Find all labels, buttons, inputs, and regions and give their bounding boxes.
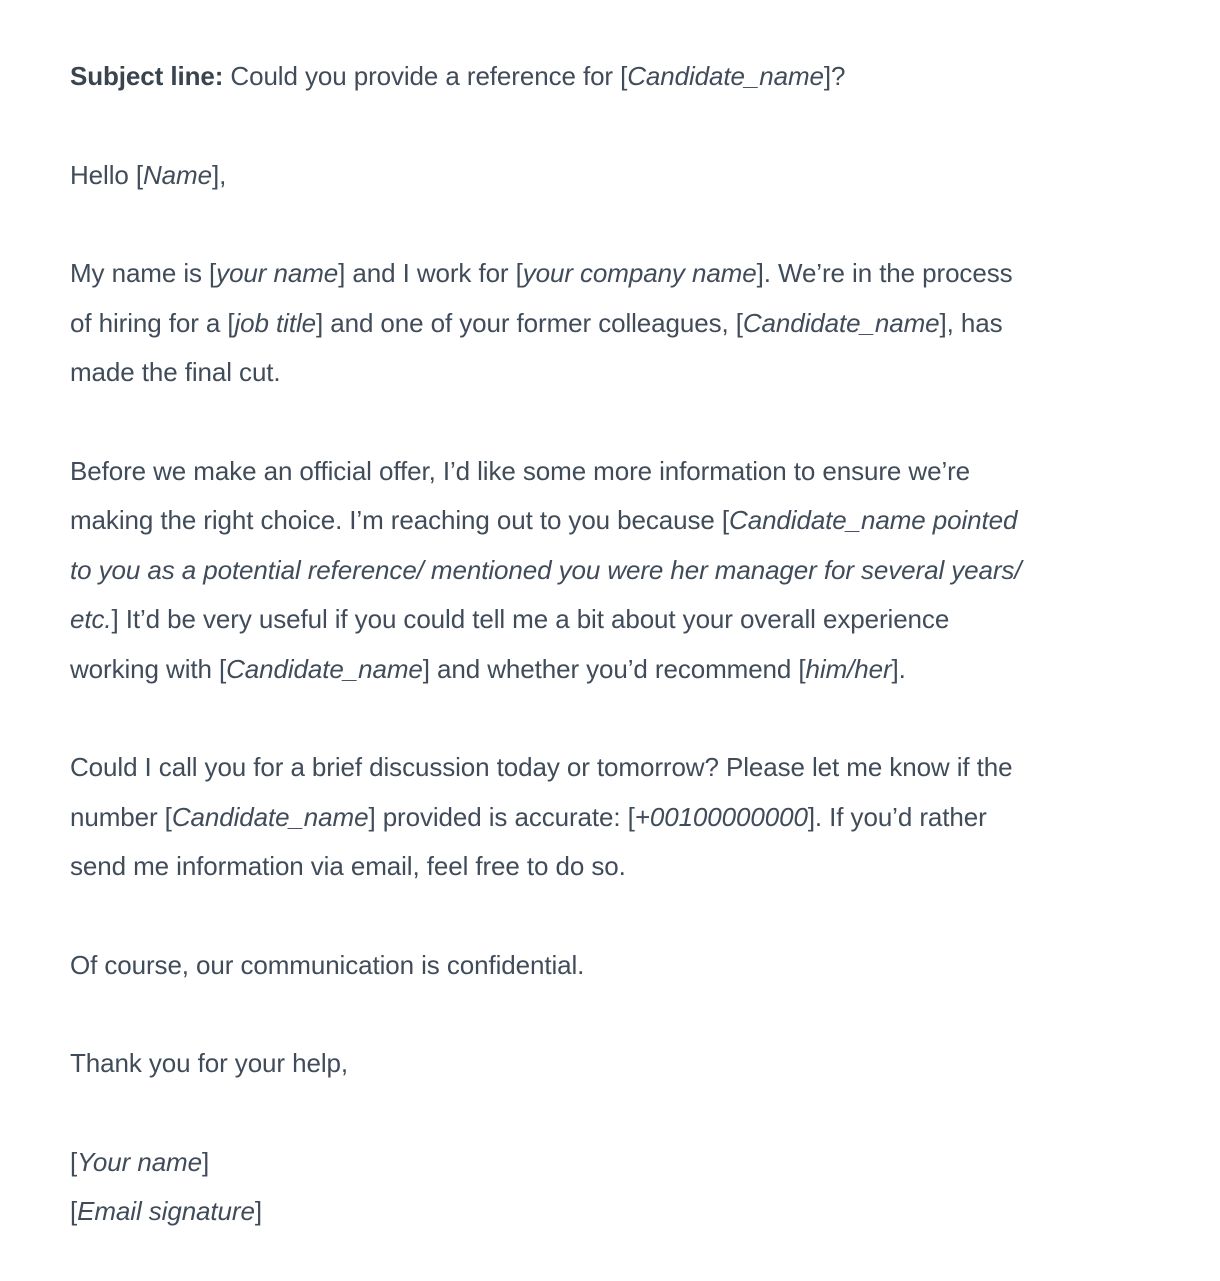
text-run-italic: Candidate_name — [742, 307, 940, 338]
call-request — [70, 743, 1154, 892]
text-run-regular: Hello [ — [70, 159, 143, 190]
text-run-bold: Subject line: — [70, 61, 224, 91]
request-details-line-1 — [70, 447, 1154, 497]
text-run-regular: ]. We’re in the process — [756, 258, 1013, 288]
text-run-italic: +00100000000 — [634, 801, 808, 832]
introduction-line-1 — [70, 249, 1154, 299]
text-run-italic: Email signature — [77, 1196, 255, 1226]
introduction-line-2 — [70, 299, 1154, 349]
request-details-line-3 — [70, 546, 1154, 596]
text-run-regular: made the final cut. — [70, 357, 281, 387]
text-run-regular: [ — [70, 1196, 78, 1226]
text-run-italic: Your name — [77, 1146, 202, 1177]
text-run-italic: Candidate_name — [627, 61, 824, 91]
text-run-italic: your name — [216, 258, 339, 288]
text-run-regular: ] — [254, 1196, 262, 1226]
introduction — [70, 249, 1154, 398]
text-run-italic: to you as a potential reference/ mentioned you were her manager for several years/ — [70, 554, 1022, 585]
greeting-line-1 — [70, 151, 1154, 201]
thank-you — [70, 1039, 1154, 1089]
greeting — [70, 151, 1154, 201]
text-run-regular: ] and one of your former colleagues, [ — [315, 307, 743, 338]
confidentiality-note-line-1 — [70, 941, 1154, 991]
text-run-regular: Before we make an official offer, I’d like some more information to ensure we’re — [70, 455, 971, 486]
text-run-italic: Candidate_name pointed — [729, 505, 1018, 535]
call-request-line-1 — [70, 743, 1154, 793]
text-run-italic: him/her — [805, 653, 892, 684]
text-run-regular: ] provided is accurate: [ — [368, 801, 635, 832]
signature-line-2 — [70, 1187, 1154, 1237]
text-run-regular: number [ — [70, 801, 172, 832]
text-run-regular: send me information via email, feel free to do so. — [70, 851, 626, 881]
text-run-regular: of hiring for a [ — [70, 307, 235, 338]
text-run-italic: Candidate_name — [171, 801, 369, 832]
text-run-regular: ], — [211, 159, 227, 190]
text-run-italic: etc. — [70, 604, 112, 634]
call-request-line-2 — [70, 793, 1154, 843]
thank-you-line-1 — [70, 1039, 1154, 1089]
text-run-regular: ], has — [939, 307, 1003, 338]
text-run-italic: Name — [143, 159, 212, 190]
request-details-line-5 — [70, 645, 1154, 695]
subject-line — [70, 52, 1154, 102]
text-run-regular: ] It’d be very useful if you could tell me a bit about your overall experience — [111, 604, 950, 634]
introduction-line-3 — [70, 348, 1154, 398]
text-run-regular: ] — [201, 1146, 210, 1177]
text-run-regular: [ — [70, 1146, 78, 1177]
text-run-regular: Thank you for your help, — [70, 1048, 348, 1078]
request-details-line-4 — [70, 595, 1154, 645]
text-run-regular: making the right choice. I’m reaching out to you because [ — [70, 505, 730, 535]
text-run-regular: ] and whether you’d recommend [ — [422, 653, 806, 684]
text-run-regular: Could you provide a reference for [ — [223, 61, 628, 91]
text-run-regular: ]? — [823, 61, 846, 91]
confidentiality-note — [70, 941, 1154, 991]
text-run-regular: ]. — [891, 653, 906, 684]
text-run-regular: working with [ — [70, 653, 227, 684]
signature — [70, 1138, 1154, 1237]
call-request-line-3 — [70, 842, 1154, 892]
text-run-regular: Could I call you for a brief discussion today or tomorrow? Please let me know if the — [70, 752, 1013, 782]
text-run-regular: Of course, our communication is confidential. — [70, 949, 585, 980]
text-run-italic: job title — [234, 307, 316, 338]
signature-line-1 — [70, 1138, 1154, 1188]
text-run-regular: My name is [ — [70, 258, 217, 288]
text-run-italic: Candidate_name — [226, 653, 423, 684]
text-run-regular: ] and I work for [ — [338, 258, 523, 288]
subject-line-line-1 — [70, 52, 1154, 102]
request-details — [70, 447, 1154, 695]
text-run-italic: your company name — [522, 258, 757, 288]
text-run-regular: ]. If you’d rather — [807, 801, 987, 832]
request-details-line-2 — [70, 496, 1154, 546]
